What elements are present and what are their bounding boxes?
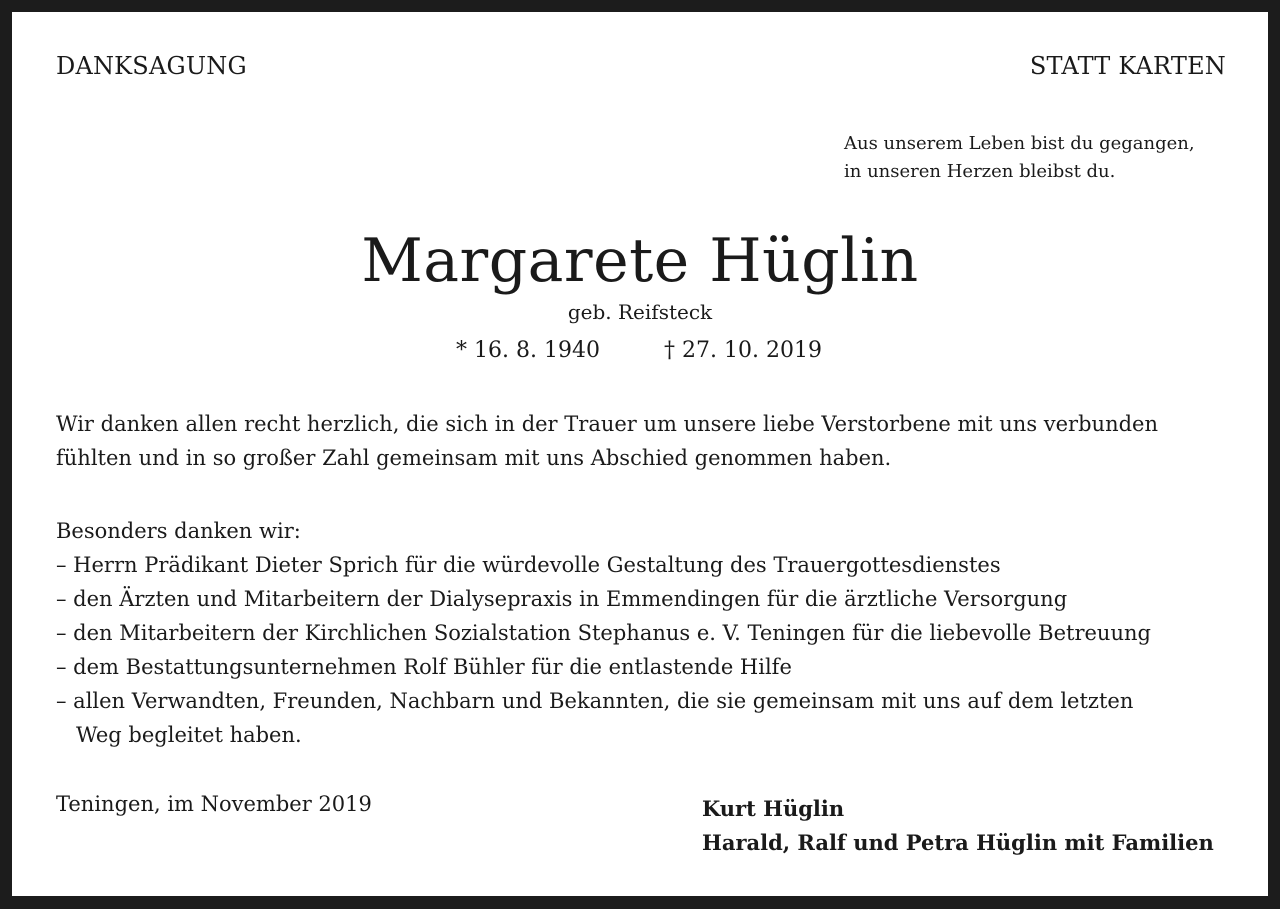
thanks-item: – allen Verwandten, Freunden, Nachbarn und Bekannten, die sie gemeinsam mit uns auf dem letzten [56, 689, 1134, 713]
quote-line-1: Aus unserem Leben bist du gegangen, [844, 133, 1195, 154]
place-date: Teningen, im November 2019 [56, 792, 372, 816]
deceased-name: Margarete Hüglin [361, 226, 919, 296]
signatures [702, 792, 1214, 860]
born-name: geb. Reifsteck [567, 300, 713, 324]
thanks-item: – dem Bestattungsunternehmen Rolf Bühler für die entlastende Hilfe [56, 655, 792, 679]
birth-date: * 16. 8. 1940 [456, 338, 600, 363]
intro-line-1: Wir danken allen recht herzlich, die sich in der Trauer um unsere liebe Verstorbene mit uns verbunden [56, 412, 1158, 436]
death-date: † 27. 10. 2019 [664, 338, 822, 363]
intro-line-2: fühlten und in so großer Zahl gemeinsam mit uns Abschied genommen haben. [56, 446, 892, 470]
header-statt-karten: STATT KARTEN [1029, 52, 1226, 80]
header-danksagung: DANKSAGUNG [56, 52, 247, 80]
thanks-item: – den Ärzten und Mitarbeitern der Dialysepraxis in Emmendingen für die ärztliche Versorgung [56, 587, 1068, 611]
quote-line-2: in unseren Herzen bleibst du. [844, 161, 1116, 182]
obituary-card [12, 12, 1268, 896]
thanks-intro [56, 407, 1158, 475]
thanks-item: – den Mitarbeitern der Kirchlichen Sozialstation Stephanus e. V. Teningen für die liebevolle Betreuung [56, 621, 1151, 645]
thanks-item-continuation: Weg begleitet haben. [76, 723, 302, 747]
thanks-item: – Herrn Prädikant Dieter Sprich für die würdevolle Gestaltung des Trauergottesdienstes [56, 553, 1001, 577]
special-thanks [56, 514, 1151, 752]
signature-1: Kurt Hüglin [702, 796, 845, 821]
signature-2: Harald, Ralf und Petra Hüglin mit Familien [702, 830, 1214, 855]
thanks-heading: Besonders danken wir: [56, 519, 301, 543]
memorial-quote [844, 130, 1195, 186]
